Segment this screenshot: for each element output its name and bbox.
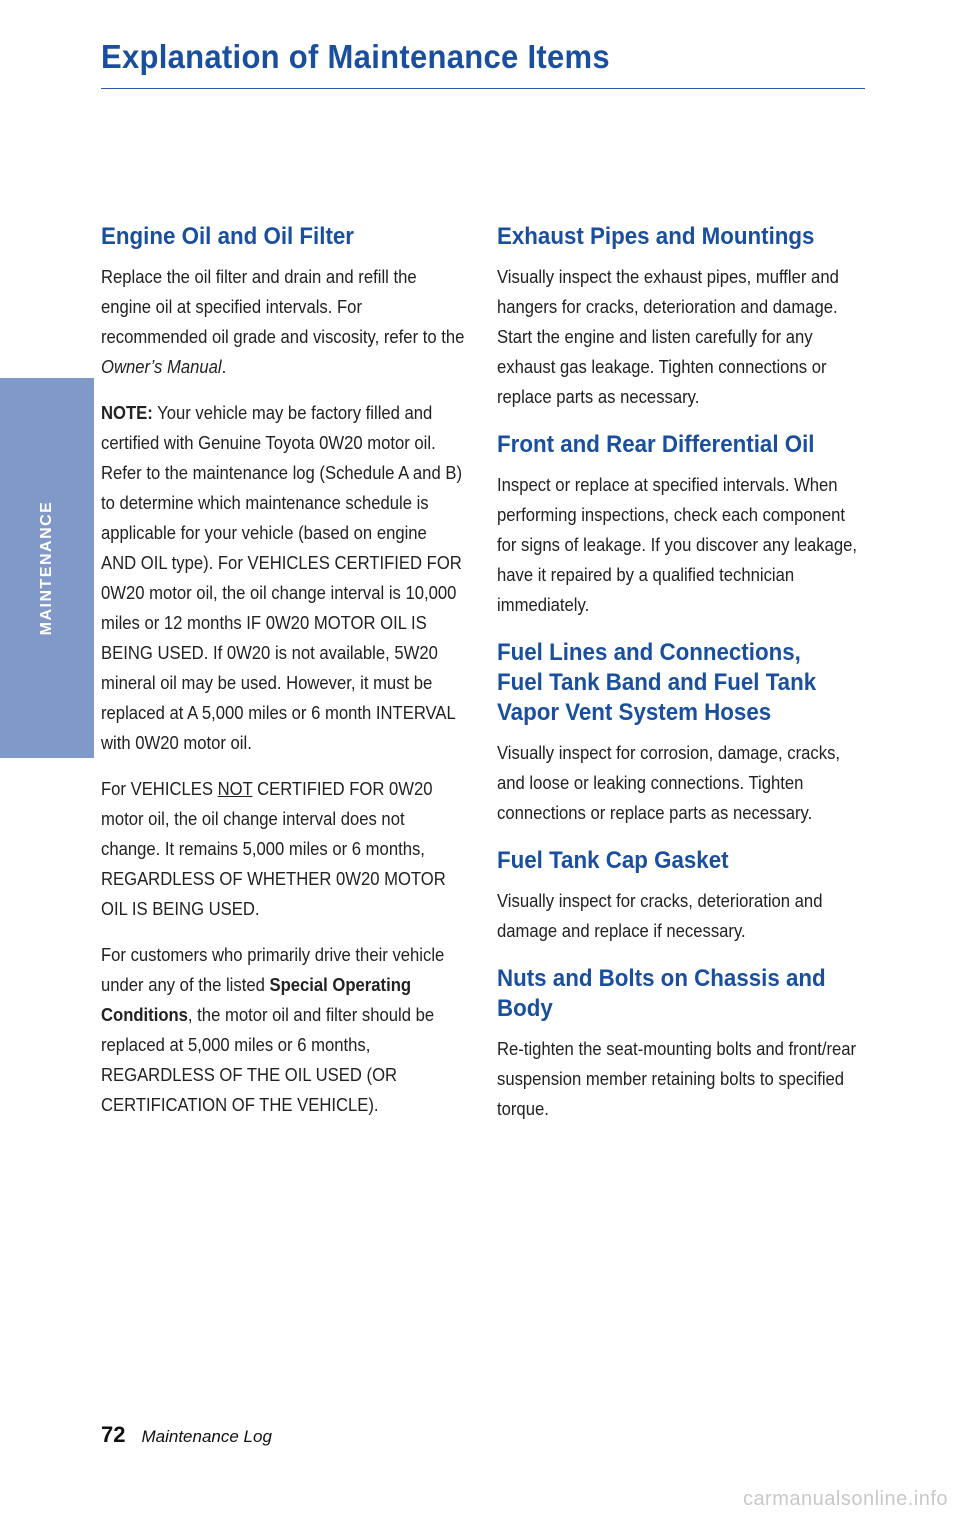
section-heading: Fuel Lines and Connections, Fuel Tank Band and Fuel Tank Vapor Vent System Hoses [497,639,817,726]
section-heading: Nuts and Bolts on Chassis and Body [497,965,826,1022]
underlined-not: NOT [217,778,253,799]
paragraph: Visually inspect the exhaust pipes, muffler and hangers for cracks, deterioration and damage. Start the engine and listen carefully for any exhaust gas leakage. Tighten connections or replace parts as necessary. [497,266,839,407]
manual-reference: Owner’s Manual [101,356,222,377]
paragraph: Inspect or replace at specified intervals. When performing inspections, check each component for signs of leakage. If you discover any leakage, have it repaired by a qualified technician immediately. [497,474,858,615]
section-engine-oil [101,222,469,1120]
section-heading: Front and Rear Differential Oil [497,431,815,458]
side-tab-label: MAINTENANCE [38,500,55,636]
title-divider [101,88,865,89]
section-nuts-bolts [497,964,865,1124]
note-paragraph: NOTE: Your vehicle may be factory filled and certified with Genuine Toyota 0W20 motor oil. Refer to the maintenance log (Schedule A and B) to determine which maintenance schedule is applicable for your vehicle (based on engine AND OIL type). For VEHICLES CERTIFIED FOR 0W20 motor oil, the oil change interval is 10,000 miles or 12 months IF 0W20 MOTOR OIL IS BEING USED. If 0W20 is not available, 5W20 mineral oil may be used. However, it must be replaced at A 5,000 miles or 6 month INTERVAL with 0W20 motor oil. [101,402,462,753]
section-exhaust [497,222,865,412]
special-conditions-term: Special Operating Conditions [101,974,412,1025]
section-heading: Engine Oil and Oil Filter [101,223,354,250]
paragraph: Replace the oil filter and drain and refill the engine oil at specified intervals. For recommended oil grade and viscosity, refer to the Owner’s Manual. [101,266,465,377]
page-number: 72 [101,1422,126,1447]
section-heading: Exhaust Pipes and Mountings [497,223,815,250]
right-column [497,222,865,1142]
paragraph: Re-tighten the seat-mounting bolts and front/rear suspension member retaining bolts to specified torque. [497,1038,857,1119]
paragraph: For VEHICLES NOT CERTIFIED FOR 0W20 motor oil, the oil change interval does not change. It remains 5,000 miles or 6 months, REGARDLESS OF WHETHER 0W20 MOTOR OIL IS BEING USED. [101,778,446,919]
paragraph: Visually inspect for cracks, deterioration and damage and replace if necessary. [497,890,823,941]
section-side-tab [0,378,94,758]
note-label: NOTE: [101,402,153,423]
left-column [101,222,469,1138]
paragraph: Visually inspect for corrosion, damage, cracks, and loose or leaking connections. Tighten connections or replace parts as necessary. [497,742,841,823]
paragraph: For customers who primarily drive their vehicle under any of the listed Special Operating Conditions, the motor oil and filter should be replaced at 5,000 miles or 6 months, REGARDLESS OF THE OIL USED (OR CERTIFICATION OF THE VEHICLE). [101,944,445,1115]
page-title: Explanation of Maintenance Items [101,38,610,75]
watermark: carmanualsonline.info [742,1488,948,1510]
section-differential [497,430,865,620]
footer-label: Maintenance Log [141,1427,272,1446]
section-fuel-lines [497,638,865,828]
section-heading: Fuel Tank Cap Gasket [497,847,729,874]
page-footer [101,1422,272,1448]
section-fuel-cap [497,846,865,946]
